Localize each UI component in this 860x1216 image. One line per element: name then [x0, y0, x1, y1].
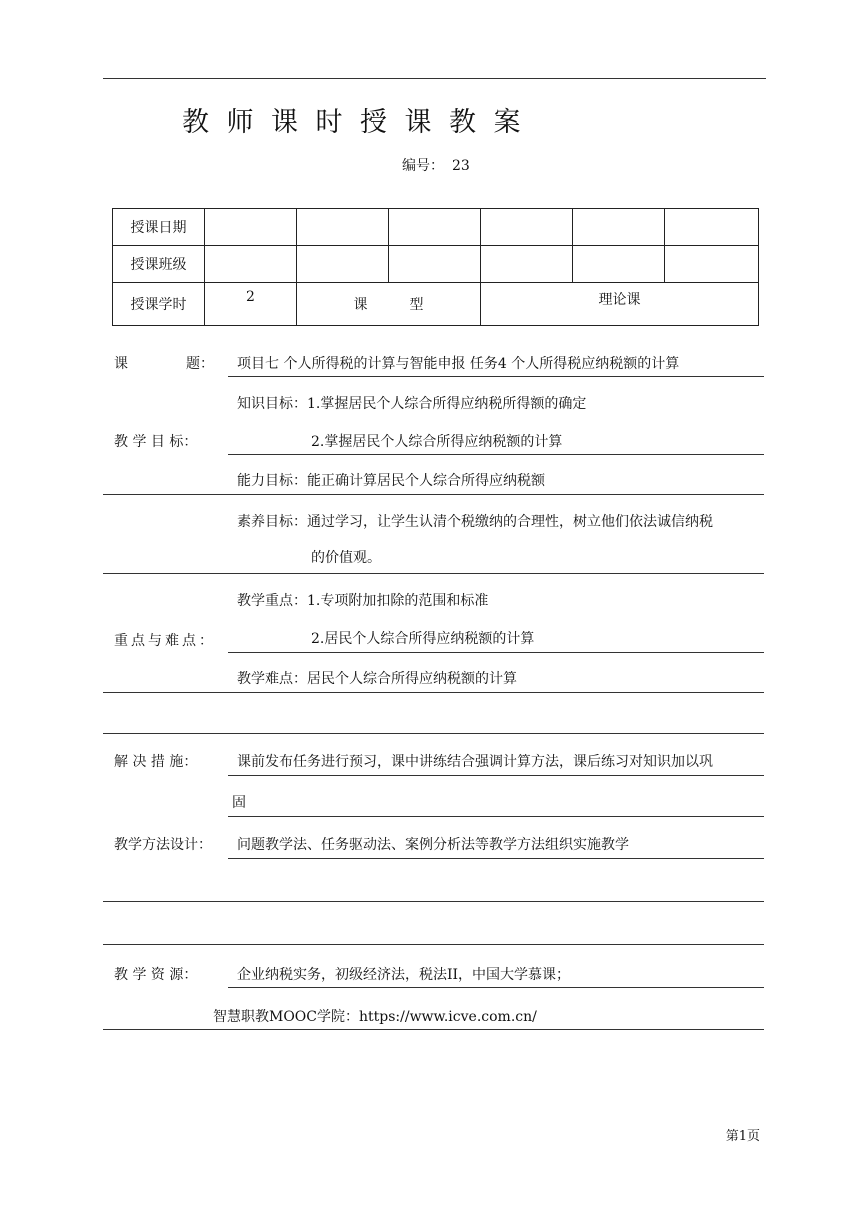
class-cell	[665, 246, 759, 283]
rule	[228, 652, 764, 653]
table-row-hours	[113, 283, 759, 326]
type-label-1: 课	[353, 297, 368, 313]
difficulty-point: 教学难点：居民个人综合所得应纳税额的计算	[237, 671, 517, 687]
ability-objective: 能力目标：能正确计算居民个人综合所得应纳税额	[237, 473, 545, 489]
header-rule	[103, 78, 766, 79]
resources-line-2: 智慧职教MOOC学院：https://www.icve.com.cn/	[213, 1009, 537, 1025]
rule	[228, 987, 764, 988]
date-cell	[389, 209, 481, 246]
topic-label-1: 课	[114, 356, 128, 372]
rule	[228, 858, 764, 859]
methods-value: 问题教学法、任务驱动法、案例分析法等教学方法组织实施教学	[237, 837, 629, 853]
class-cell	[297, 246, 389, 283]
class-cell	[573, 246, 665, 283]
knowledge-objective-2: 2.掌握居民个人综合所得应纳税额的计算	[311, 434, 563, 450]
quality-objective-2: 的价值观。	[311, 550, 381, 566]
serial-number	[402, 155, 470, 175]
page-title: 教师课时授课教案	[182, 107, 538, 138]
rule	[103, 1029, 764, 1030]
rule	[103, 494, 764, 495]
class-cell	[389, 246, 481, 283]
rule	[228, 816, 764, 817]
objectives-label: 教 学 目 标：	[114, 434, 198, 450]
quality-objective-1: 素养目标：通过学习，让学生认清个税缴纳的合理性，树立他们依法诚信纳税	[237, 514, 713, 530]
date-cell	[297, 209, 389, 246]
topic-value: 项目七 个人所得税的计算与智能申报 任务4 个人所得税应纳税额的计算	[237, 356, 680, 372]
serial-value: 23	[452, 158, 470, 174]
class-cell	[481, 246, 573, 283]
hours-label: 授课学时	[113, 283, 205, 326]
type-label-2: 型	[409, 297, 424, 313]
measures-label: 解 决 措 施：	[114, 754, 198, 770]
date-cell	[573, 209, 665, 246]
date-cell	[665, 209, 759, 246]
serial-label: 编号：	[402, 158, 444, 174]
table-row-class	[113, 246, 759, 283]
page-number: 第1页	[725, 1129, 760, 1144]
rule	[228, 454, 764, 455]
knowledge-objective-1: 知识目标：1.掌握居民个人综合所得应纳税所得额的确定	[237, 396, 587, 412]
methods-label: 教学方法设计：	[114, 837, 212, 853]
resources-line-1: 企业纳税实务，初级经济法，税法II，中国大学慕课；	[237, 967, 571, 983]
rule	[103, 901, 764, 902]
date-cell	[481, 209, 573, 246]
rule	[103, 692, 764, 693]
hours-value: 2	[205, 283, 297, 326]
key-points-label: 重点与难点：	[114, 633, 216, 649]
rule	[228, 376, 764, 377]
course-info-table	[112, 208, 759, 326]
class-cell	[205, 246, 297, 283]
rule	[103, 733, 764, 734]
rule	[103, 944, 764, 945]
rule	[228, 775, 764, 776]
topic-label-2: 题：	[186, 356, 214, 372]
key-point-2: 2.居民个人综合所得应纳税额的计算	[311, 631, 535, 647]
rule	[103, 573, 764, 574]
type-value: 理论课	[481, 283, 759, 326]
type-label	[297, 283, 481, 326]
key-point-1: 教学重点：1.专项附加扣除的范围和标准	[237, 593, 489, 609]
resources-label: 教 学 资 源：	[114, 967, 198, 983]
table-row-date	[113, 209, 759, 246]
measures-line-1: 课前发布任务进行预习，课中讲练结合强调计算方法，课后练习对知识加以巩	[237, 754, 713, 770]
class-label: 授课班级	[113, 246, 205, 283]
measures-line-2: 固	[232, 795, 246, 811]
date-cell	[205, 209, 297, 246]
date-label: 授课日期	[113, 209, 205, 246]
